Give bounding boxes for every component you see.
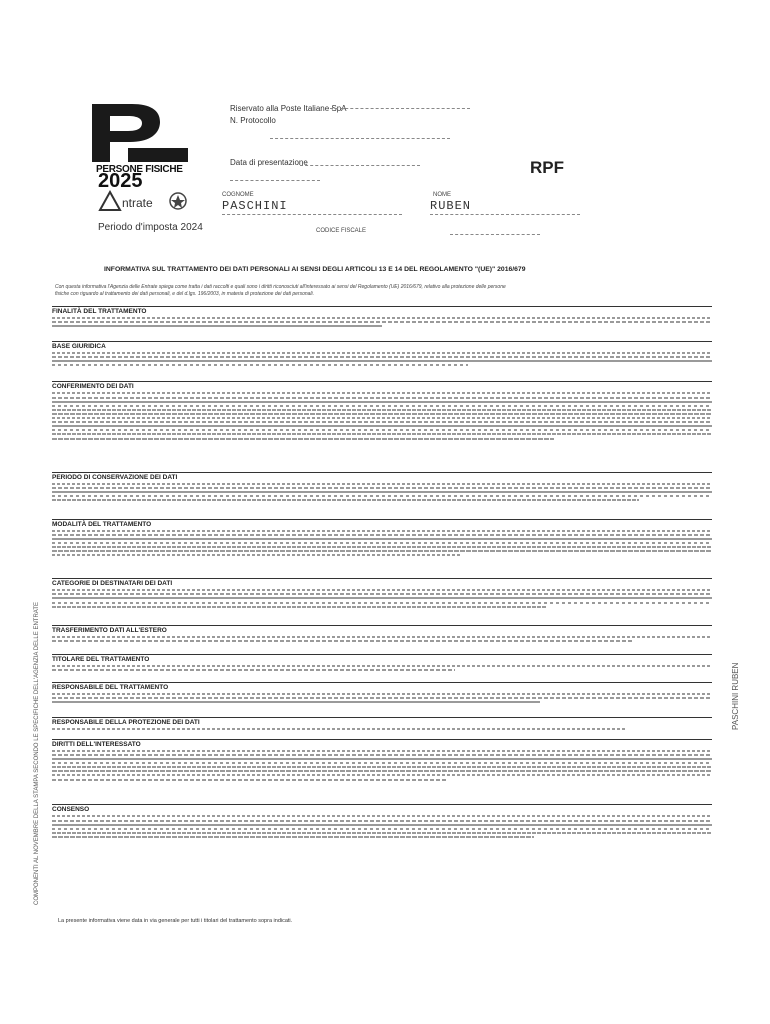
section-text-line bbox=[52, 750, 712, 752]
rpf-code: RPF bbox=[530, 158, 564, 177]
receipt-line-2: N. Protocollo bbox=[230, 116, 276, 125]
section-text-line bbox=[52, 438, 554, 440]
section-text-line bbox=[52, 417, 712, 419]
section-text-line bbox=[52, 824, 712, 826]
dash-line bbox=[330, 108, 470, 109]
section-text-line bbox=[52, 538, 712, 540]
section-text-line bbox=[52, 697, 712, 699]
info-section bbox=[52, 654, 712, 673]
info-section bbox=[52, 717, 712, 732]
intro-line: Con questa informativa l'Agenzia delle Entrate spiega come tratta i dati raccolti e quali sono i diritti riconosciuti all'interessato ai sensi del Regolamento (UE) 2016/679, relativo alla protezione delle persone bbox=[55, 284, 506, 290]
section-text-line bbox=[52, 483, 712, 485]
section-text-line bbox=[52, 597, 712, 599]
cognome-label: COGNOME bbox=[222, 192, 254, 198]
section-text-line bbox=[52, 364, 468, 366]
cognome-value: PASCHINI bbox=[222, 199, 288, 213]
section-text-line bbox=[52, 820, 712, 822]
section-text-line bbox=[52, 701, 540, 703]
tax-period: Periodo d'imposta 2024 bbox=[98, 222, 203, 233]
section-text-line bbox=[52, 779, 448, 781]
dash-line bbox=[222, 214, 402, 215]
section-text-line bbox=[52, 534, 712, 536]
section-text-line bbox=[52, 499, 639, 501]
section-text-line bbox=[52, 640, 633, 642]
section-text-line bbox=[52, 754, 712, 756]
section-text-line bbox=[52, 360, 712, 362]
section-text-line bbox=[52, 317, 712, 319]
section-text-line bbox=[52, 693, 712, 695]
section-text-line bbox=[52, 530, 712, 532]
dash-line bbox=[430, 214, 580, 215]
section-text-line bbox=[52, 429, 712, 431]
info-section bbox=[52, 682, 712, 705]
info-section bbox=[52, 341, 712, 368]
emblem-icon bbox=[168, 191, 188, 211]
section-text-line bbox=[52, 589, 712, 591]
section-text-line bbox=[52, 321, 712, 323]
info-section bbox=[52, 739, 712, 783]
section-title: CATEGORIE DI DESTINATARI DEI DATI bbox=[52, 580, 173, 588]
agency-logo bbox=[98, 190, 208, 214]
section-text-line bbox=[52, 413, 712, 415]
codice-fiscale-label: CODICE FISCALE bbox=[316, 228, 367, 234]
section-title: CONSENSO bbox=[52, 806, 90, 814]
document-title: INFORMATIVA SUL TRATTAMENTO DEI DATI PERSONALI AI SENSI DEGLI ARTICOLI 13 E 14 DEL REGOLAMENTO "(UE)" 2016/679 bbox=[104, 266, 526, 273]
section-text-line bbox=[52, 409, 712, 411]
info-section bbox=[52, 306, 712, 329]
dash-line bbox=[450, 234, 540, 235]
section-text-line bbox=[52, 774, 712, 776]
section-text-line bbox=[52, 542, 712, 544]
section-title: RESPONSABILE DELLA PROTEZIONE DEI DATI bbox=[52, 718, 200, 726]
section-text-line bbox=[52, 325, 382, 327]
logo-title: PERSONE FISICHE bbox=[96, 164, 183, 175]
section-text-line bbox=[52, 546, 712, 548]
section-text-line bbox=[52, 758, 712, 760]
logo-year: 2025 bbox=[98, 170, 143, 192]
section-text-line bbox=[52, 728, 626, 730]
section-text-line bbox=[52, 405, 712, 407]
section-text-line bbox=[52, 815, 712, 817]
section-text-line bbox=[52, 425, 712, 427]
section-text-line bbox=[52, 352, 712, 354]
section-title: TITOLARE DEL TRATTAMENTO bbox=[52, 655, 150, 663]
section-text-line bbox=[52, 669, 455, 671]
right-margin-text: PASCHINI RUBEN bbox=[731, 662, 740, 730]
section-text-line bbox=[52, 487, 712, 489]
dash-line bbox=[270, 138, 450, 139]
intro-line: fisiche con riguardo al trattamento dei dati personali, e del d.lgs. 196/2003, in materia di protezione dei dati personali. bbox=[55, 290, 315, 297]
section-text-line bbox=[52, 495, 712, 497]
info-section bbox=[52, 472, 712, 504]
agency-a-icon bbox=[98, 190, 122, 212]
section-text-line bbox=[52, 593, 712, 595]
agency-name: ntrate bbox=[122, 196, 153, 210]
section-text-line bbox=[52, 762, 712, 764]
section-title: PERIODO DI CONSERVAZIONE DEI DATI bbox=[52, 473, 178, 481]
section-text-line bbox=[52, 421, 712, 423]
info-section bbox=[52, 578, 712, 610]
section-text-line bbox=[52, 602, 712, 604]
section-title: TRASFERIMENTO DATI ALL'ESTERO bbox=[52, 627, 167, 635]
logo-p-icon bbox=[88, 102, 198, 166]
section-title: RESPONSABILE DEL TRATTAMENTO bbox=[52, 684, 169, 691]
section-text-line bbox=[52, 392, 712, 394]
section-title: MODALITÀ DEL TRATTAMENTO bbox=[52, 520, 152, 528]
info-section bbox=[52, 804, 712, 840]
section-text-line bbox=[52, 832, 712, 834]
section-text-line bbox=[52, 828, 712, 830]
dash-line bbox=[300, 165, 420, 166]
dash-line bbox=[230, 180, 320, 181]
info-section bbox=[52, 519, 712, 559]
section-title: CONFERIMENTO DEI DATI bbox=[52, 383, 134, 391]
section-text-line bbox=[52, 554, 461, 556]
section-title: FINALITÀ DEL TRATTAMENTO bbox=[52, 308, 147, 315]
section-text-line bbox=[52, 397, 712, 399]
receipt-line-1: Riservato alla Poste Italiane SpA bbox=[230, 104, 347, 113]
section-text-line bbox=[52, 401, 712, 403]
section-text-line bbox=[52, 606, 547, 608]
section-text-line bbox=[52, 770, 712, 772]
section-text-line bbox=[52, 550, 712, 552]
info-section bbox=[52, 625, 712, 644]
date-label: Data di presentazione bbox=[230, 158, 308, 167]
left-margin-text: COMPONENTI AL NOVEMBRE DELLA STAMPA SECONDO LE SPECIFICHE DELL'AGENZIA DELLE ENTRATE bbox=[34, 602, 40, 905]
section-text-line bbox=[52, 766, 712, 768]
footer-note: La presente informativa viene data in via generale per tutti i titolari del trattamento sopra indicati. bbox=[58, 918, 293, 924]
section-text-line bbox=[52, 433, 712, 435]
info-section bbox=[52, 381, 712, 441]
nome-value: RUBEN bbox=[430, 199, 472, 213]
section-text-line bbox=[52, 836, 534, 838]
section-title: BASE GIURIDICA bbox=[52, 342, 106, 350]
section-text-line bbox=[52, 356, 712, 358]
section-text-line bbox=[52, 636, 712, 638]
section-text-line bbox=[52, 491, 712, 493]
section-title: DIRITTI DELL'INTERESSATO bbox=[52, 740, 141, 748]
intro bbox=[55, 284, 715, 297]
section-text-line bbox=[52, 665, 712, 667]
nome-label: NOME bbox=[433, 192, 451, 198]
